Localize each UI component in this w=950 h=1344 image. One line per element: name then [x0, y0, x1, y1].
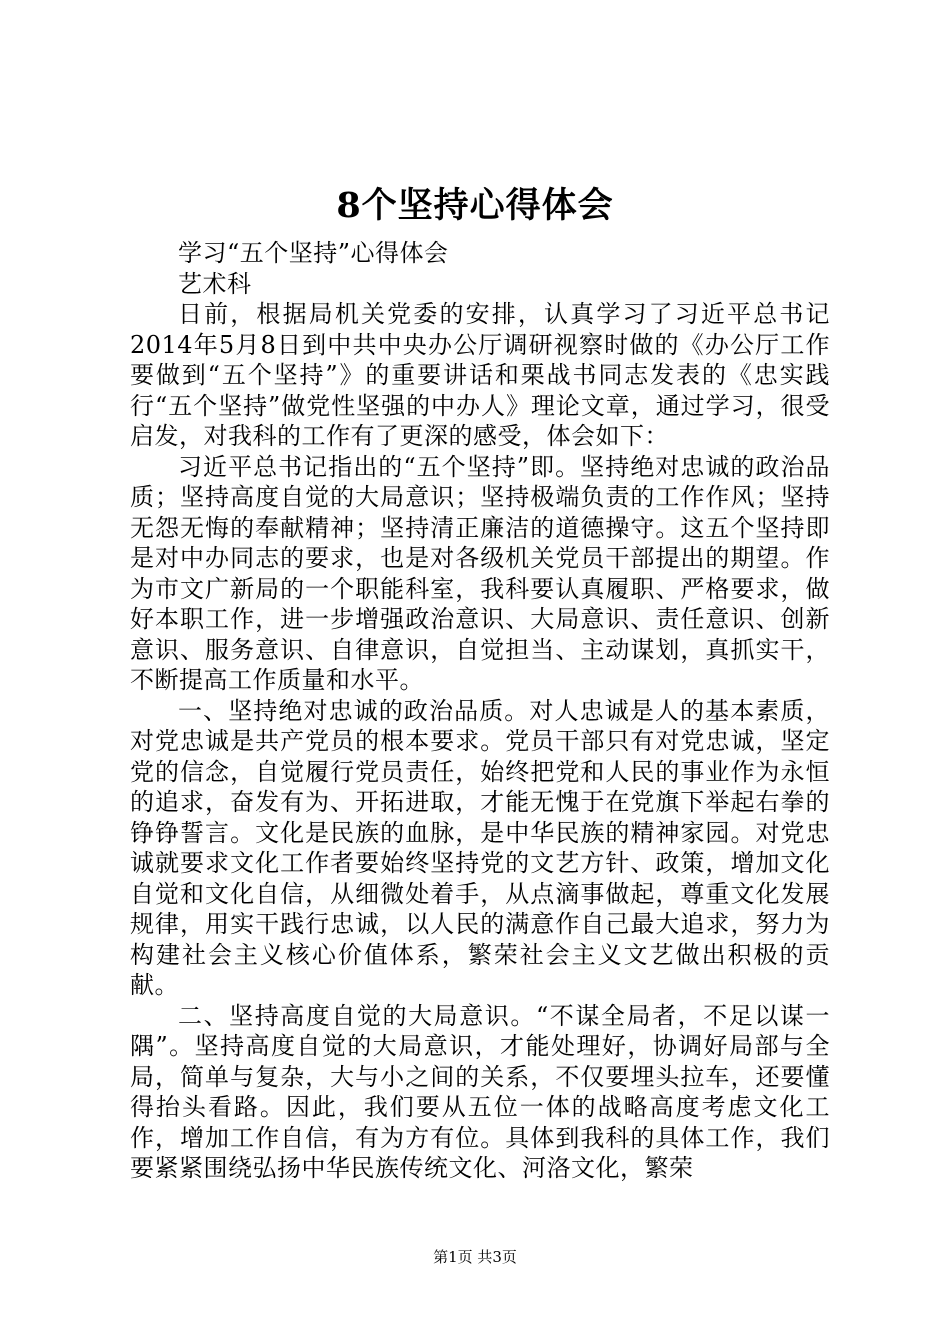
document-body — [130, 238, 830, 1184]
paragraph-point-one: 一、坚持绝对忠诚的政治品质。对人忠诚是人的基本素质，对党忠诚是共产党员的根本要求。党员干部只有对党忠诚，坚定党的信念，自觉履行党员责任，始终把党和人民的事业作为永恒的追求，奋发有为、开拓进取，才能无愧于在党旗下举起右拳的铮铮誓言。文化是民族的血脉，是中华民族的精神家园。对党忠诚就要求文化工作者要始终坚持党的文艺方针、政策，增加文化自觉和文化自信，从细微处着手，从点滴事做起，尊重文化发展规律，用实干践行忠诚，以人民的满意作自己最大追求，努力为构建社会主义核心价值体系，繁荣社会主义文艺做出积极的贡献。 — [130, 696, 830, 999]
page-number: 第1页 共3页 — [433, 1248, 517, 1266]
document-title: 8个坚持心得体会 — [336, 185, 614, 226]
document-department: 艺术科 — [178, 269, 252, 298]
paragraph-five-persistences: 习近平总书记指出的“五个坚持”即。坚持绝对忠诚的政治品质；坚持高度自觉的大局意识；坚持极端负责的工作作风；坚持无怨无悔的奉献精神；坚持清正廉洁的道德操守。这五个坚持即是对中办同志的要求，也是对各级机关党员干部提出的期望。作为市文广新局的一个职能科室，我科要认真履职、严格要求，做好本职工作，进一步增强政治意识、大局意识、责任意识、创新意识、服务意识、自律意识，自觉担当、主动谋划，真抓实干，不断提高工作质量和水平。 — [130, 452, 830, 694]
paragraph-intro: 日前，根据局机关党委的安排，认真学习了习近平总书记2014年5月8日到中共中央办公厅调研视察时做的《办公厅工作要做到“五个坚持”》的重要讲话和栗战书同志发表的《忠实践行“五个坚持”做党性坚强的中办人》理论文章，通过学习，很受启发，对我科的工作有了更深的感受，体会如下： — [130, 300, 830, 450]
paragraph-point-two: 二、坚持高度自觉的大局意识。“不谋全局者，不足以谋一隅”。坚持高度自觉的大局意识，才能处理好，协调好局部与全局，简单与复杂，大与小之间的关系，不仅要埋头拉车，还要懂得抬头看路。因此，我们要从五位一体的战略高度考虑文化工作，增加工作自信，有为方有位。具体到我科的具体工作，我们要紧紧围绕弘扬中华民族传统文化、河洛文化，繁荣 — [130, 1001, 830, 1182]
document-subtitle: 学习“五个坚持”心得体会 — [178, 239, 449, 267]
